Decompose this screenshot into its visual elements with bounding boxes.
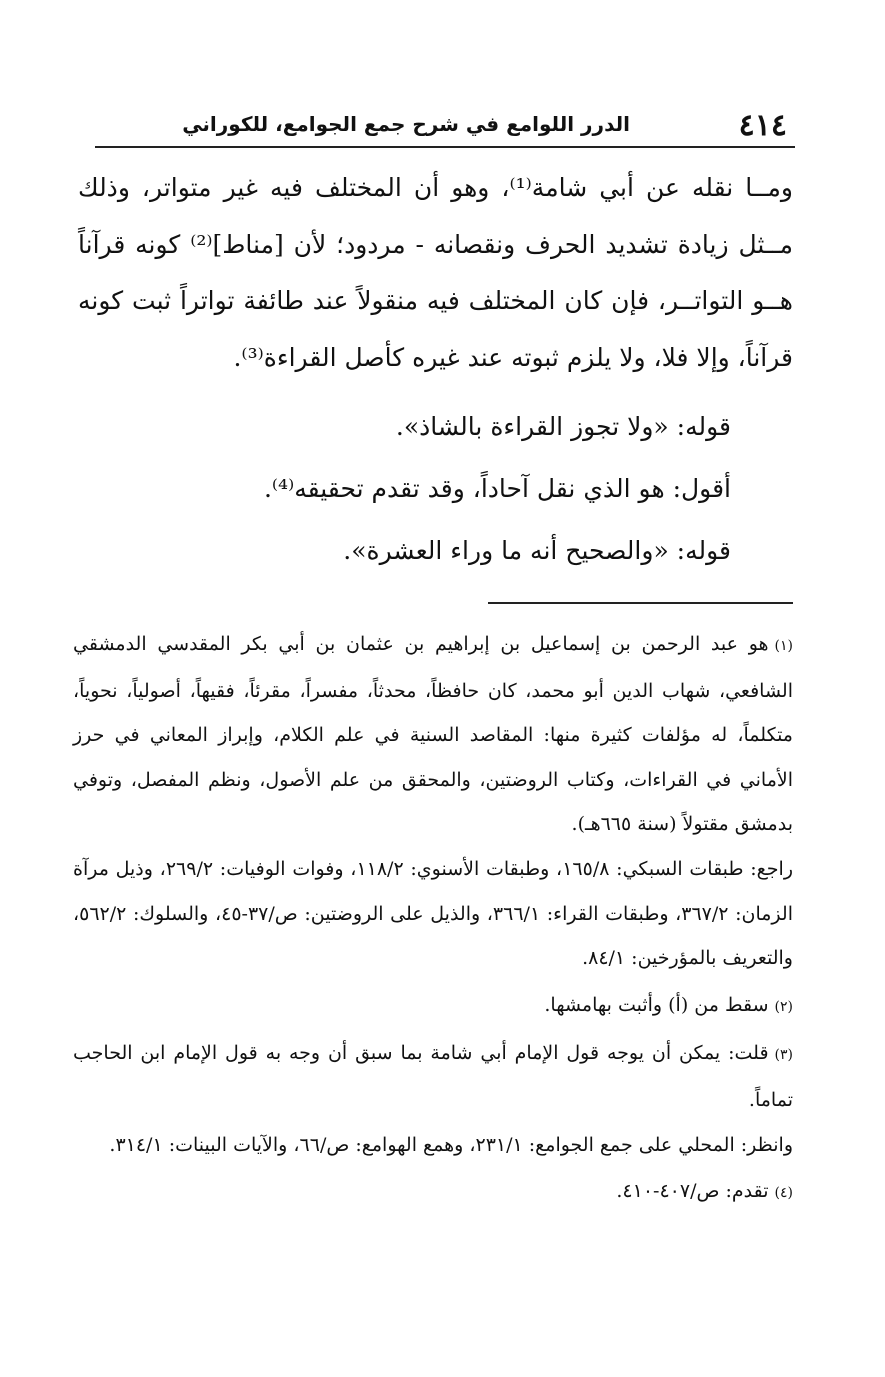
footnote-3-number: (٣) bbox=[774, 1047, 793, 1064]
footnote-1-text: هو عبد الرحمن بن إسماعيل بن إبراهيم بن عثمان بن أبي بكر المقدسي الدمشقي الشافعي، شهاب الدين أبو محمد، كان حافظاً، محدثاً، مفسراً، مقرئاً، فقيهاً، أصولياً، نحوياً، متكلماً، له مؤلفات كثيرة منها: المقاصد السنية في علم الكلام، وإبراز المعاني في حرز الأماني في القراءات، وكتاب الروضتين، والمحقق من علم الأصول، ونظم المفصل، وتوفي بدمشق مقتولاً (سنة ٦٦٥هـ). bbox=[73, 633, 793, 836]
body-paragraph: ومــا نقله عن أبي شامة⁽¹⁾، وهو أن المختلف فيه غير متواتر، وذلك مــثل زيادة تشديد الحرف ونقصانه - مردود؛ لأن [مناط]⁽²⁾ كونه قرآناً هــو التواتــر، فإن كان المختلف فيه منقولاً عند طائفة تواتراً ثبت كونه قرآناً، وإلا فلا، ولا يلزم ثبوته عند غيره كأصل القراءة⁽³⁾. bbox=[78, 173, 794, 372]
running-title: الدرر اللوامع في شرح جمع الجوامع، للكوراني bbox=[182, 112, 630, 136]
main-text bbox=[78, 160, 793, 582]
page-header bbox=[95, 100, 795, 148]
footnotes bbox=[73, 622, 793, 1216]
footnote-2 bbox=[73, 983, 793, 1030]
footnote-3-text: قلت: يمكن أن يوجه قول الإمام أبي شامة بما سبق أن وجه به قول الإمام ابن الحاجب تماماً. bbox=[73, 1042, 793, 1111]
page-number: ٤١٤ bbox=[738, 108, 787, 143]
footnote-separator bbox=[488, 602, 793, 604]
footnote-3 bbox=[73, 1031, 793, 1122]
footnote-2-number: (٢) bbox=[774, 998, 793, 1015]
footnote-1-references: راجع: طبقات السبكي: ١٦٥/٨، وطبقات الأسنوي: ١١٨/٢، وفوات الوفيات: ٢٦٩/٢، وذيل مرآة الزمان: ٣٦٧/٢، وطبقات القراء: ٣٦٦/١، والذيل على الروضتين: ص/٣٧-٤٥، والسلوك: ٥٦٢/٢، والتعريف بالمؤرخين: ٨٤/١. bbox=[73, 857, 793, 970]
footnote-2-text: سقط من (أ) وأثبت بهامشها. bbox=[544, 993, 769, 1016]
footnote-4-number: (٤) bbox=[774, 1185, 793, 1202]
quote-line-1: قوله: «ولا تجوز القراءة بالشاذ». bbox=[395, 412, 731, 441]
footnote-1 bbox=[73, 622, 793, 847]
quote-line-2: أقول: هو الذي نقل آحاداً، وقد تقدم تحقيقه⁽⁴⁾. bbox=[263, 474, 731, 503]
footnote-3-references: وانظر: المحلي على جمع الجوامع: ٢٣١/١، وهمع الهوامع: ص/٦٦، والآيات البينات: ٣١٤/١. bbox=[109, 1133, 793, 1156]
quote-line-3: قوله: «والصحيح أنه ما وراء العشرة». bbox=[343, 536, 731, 565]
footnote-4 bbox=[73, 1169, 793, 1216]
footnote-1-number: (١) bbox=[774, 638, 793, 654]
footnote-4-text: تقدم: ص/٤٠٧-٤١٠. bbox=[616, 1180, 769, 1203]
